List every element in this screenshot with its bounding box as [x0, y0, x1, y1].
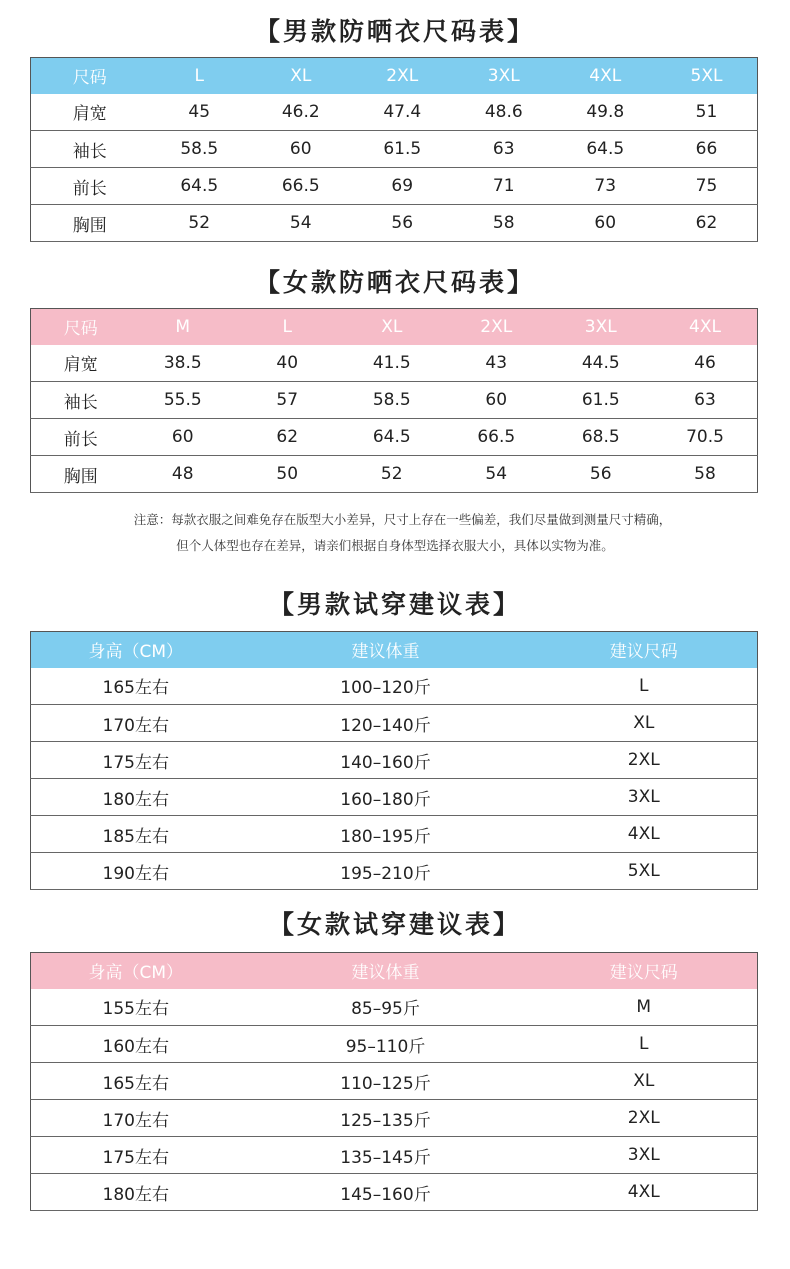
table-cell: 100–120斤	[241, 668, 531, 705]
table-cell: 52	[149, 205, 251, 242]
women-fit-chart-title: 【女款试穿建议表】	[268, 910, 521, 939]
table-header-row	[31, 632, 758, 668]
table-cell: 71	[453, 168, 555, 205]
table-cell: 56	[352, 205, 454, 242]
table-cell: 58	[453, 205, 555, 242]
header-cell: 2XL	[480, 316, 513, 337]
table-cell: 195–210斤	[241, 853, 531, 890]
table-row	[31, 668, 758, 705]
table-cell: 66.5	[444, 419, 549, 456]
row-label: 肩宽	[31, 94, 149, 131]
row-label: 肩宽	[31, 345, 131, 382]
table-row	[31, 989, 758, 1026]
table-cell: 185左右	[31, 816, 241, 853]
table-cell: 180–195斤	[241, 816, 531, 853]
header-cell: 建议尺码	[609, 963, 678, 984]
table-cell: 95–110斤	[241, 1026, 531, 1063]
table-row	[31, 1174, 758, 1211]
table-cell: 61.5	[352, 131, 454, 168]
table-cell: 125–135斤	[241, 1100, 531, 1137]
table-row	[31, 345, 758, 382]
women-fit-chart-table	[30, 952, 758, 1211]
table-cell: 85–95斤	[241, 989, 531, 1026]
row-label: 前长	[31, 168, 149, 205]
table-row	[31, 205, 758, 242]
table-cell: 160左右	[31, 1026, 241, 1063]
table-cell: 190左右	[31, 853, 241, 890]
table-row	[31, 1063, 758, 1100]
table-cell: 5XL	[531, 853, 758, 890]
table-cell: 60	[250, 131, 352, 168]
row-label: 胸围	[31, 205, 149, 242]
table-row	[31, 419, 758, 456]
table-header-row	[31, 58, 758, 94]
table-row	[31, 816, 758, 853]
table-cell: 54	[444, 456, 549, 493]
table-cell: 4XL	[531, 816, 758, 853]
note-line-2: 但个人体型也存在差异，请亲们根据自身体型选择衣服大小，具体以实物为准。	[176, 538, 614, 553]
table-cell: 49.8	[555, 94, 657, 131]
table-cell: 57	[235, 382, 340, 419]
table-row	[31, 1026, 758, 1063]
table-row	[31, 94, 758, 131]
table-cell: 170左右	[31, 705, 241, 742]
table-cell: 62	[656, 205, 758, 242]
header-cell: 尺码	[72, 68, 107, 89]
table-cell: 180左右	[31, 779, 241, 816]
table-row	[31, 705, 758, 742]
table-cell: 46.2	[250, 94, 352, 131]
header-cell: 建议体重	[351, 963, 420, 984]
table-row	[31, 456, 758, 493]
table-cell: 64.5	[149, 168, 251, 205]
table-cell: 2XL	[531, 742, 758, 779]
note-line-1: 注意：每款衣服之间难免存在版型大小差异，尺寸上存在一些偏差，我们尽量做到测量尺寸精确，	[133, 512, 672, 527]
table-header-row	[31, 309, 758, 345]
table-cell: 44.5	[549, 345, 654, 382]
header-cell: 身高（CM）	[88, 963, 184, 984]
women-size-chart-table	[30, 308, 758, 493]
table-cell: 47.4	[352, 94, 454, 131]
table-cell: XL	[531, 705, 758, 742]
table-cell: 66	[656, 131, 758, 168]
table-cell: 54	[250, 205, 352, 242]
table-row	[31, 1100, 758, 1137]
table-cell: 46	[653, 345, 758, 382]
header-cell: 尺码	[63, 319, 98, 340]
table-cell: 75	[656, 168, 758, 205]
table-cell: 48	[131, 456, 236, 493]
table-cell: 145–160斤	[241, 1174, 531, 1211]
table-cell: 3XL	[531, 779, 758, 816]
table-cell: 51	[656, 94, 758, 131]
women-size-chart-title: 【女款防晒衣尺码表】	[254, 268, 535, 297]
table-cell: 69	[352, 168, 454, 205]
header-cell: L	[194, 65, 204, 86]
header-cell: 身高（CM）	[88, 642, 184, 663]
table-cell: 43	[444, 345, 549, 382]
table-cell: 175左右	[31, 742, 241, 779]
table-cell: 4XL	[531, 1174, 758, 1211]
men-fit-chart-table	[30, 631, 758, 890]
table-row	[31, 853, 758, 890]
header-cell: 3XL	[487, 65, 520, 86]
header-cell: L	[282, 316, 292, 337]
table-cell: 73	[555, 168, 657, 205]
row-label: 前长	[31, 419, 131, 456]
table-header-row	[31, 953, 758, 989]
table-cell: 40	[235, 345, 340, 382]
size-note	[0, 507, 790, 559]
table-cell: M	[531, 989, 758, 1026]
table-cell: 180左右	[31, 1174, 241, 1211]
header-cell: 建议体重	[351, 642, 420, 663]
table-row	[31, 131, 758, 168]
table-cell: 60	[555, 205, 657, 242]
table-cell: 62	[235, 419, 340, 456]
table-cell: 160–180斤	[241, 779, 531, 816]
table-cell: XL	[531, 1063, 758, 1100]
table-cell: 3XL	[531, 1137, 758, 1174]
header-cell: 建议尺码	[609, 642, 678, 663]
table-row	[31, 1137, 758, 1174]
row-label: 袖长	[31, 382, 131, 419]
table-cell: 41.5	[340, 345, 445, 382]
table-cell: 52	[340, 456, 445, 493]
table-cell: 66.5	[250, 168, 352, 205]
table-cell: 175左右	[31, 1137, 241, 1174]
table-cell: 155左右	[31, 989, 241, 1026]
table-cell: 63	[453, 131, 555, 168]
table-cell: 60	[444, 382, 549, 419]
table-cell: 63	[653, 382, 758, 419]
table-cell: 135–145斤	[241, 1137, 531, 1174]
table-cell: L	[531, 668, 758, 705]
table-row	[31, 168, 758, 205]
header-cell: XL	[290, 65, 312, 86]
table-cell: 60	[131, 419, 236, 456]
table-cell: 140–160斤	[241, 742, 531, 779]
header-cell: XL	[381, 316, 403, 337]
header-cell: 4XL	[689, 316, 721, 337]
header-cell: M	[175, 316, 191, 337]
table-cell: 70.5	[653, 419, 758, 456]
header-cell: 3XL	[584, 316, 617, 337]
table-cell: 58.5	[149, 131, 251, 168]
men-fit-chart-title: 【男款试穿建议表】	[268, 590, 521, 619]
table-cell: 165左右	[31, 1063, 241, 1100]
table-cell: 170左右	[31, 1100, 241, 1137]
table-cell: 110–125斤	[241, 1063, 531, 1100]
table-cell: 165左右	[31, 668, 241, 705]
table-cell: 120–140斤	[241, 705, 531, 742]
table-cell: 48.6	[453, 94, 555, 131]
row-label: 袖长	[31, 131, 149, 168]
table-row	[31, 742, 758, 779]
row-label: 胸围	[31, 456, 131, 493]
table-cell: 58.5	[340, 382, 445, 419]
table-cell: 68.5	[549, 419, 654, 456]
table-cell: 64.5	[340, 419, 445, 456]
header-cell: 4XL	[589, 65, 622, 86]
table-cell: L	[531, 1026, 758, 1063]
table-cell: 56	[549, 456, 654, 493]
table-cell: 38.5	[131, 345, 236, 382]
table-row	[31, 382, 758, 419]
table-cell: 2XL	[531, 1100, 758, 1137]
header-cell: 2XL	[386, 65, 419, 86]
table-cell: 58	[653, 456, 758, 493]
header-cell: 5XL	[690, 65, 723, 86]
table-cell: 50	[235, 456, 340, 493]
table-cell: 55.5	[131, 382, 236, 419]
men-size-chart-title: 【男款防晒衣尺码表】	[254, 17, 535, 46]
table-cell: 61.5	[549, 382, 654, 419]
table-cell: 64.5	[555, 131, 657, 168]
table-cell: 45	[149, 94, 251, 131]
table-row	[31, 779, 758, 816]
men-size-chart-table	[30, 57, 758, 242]
